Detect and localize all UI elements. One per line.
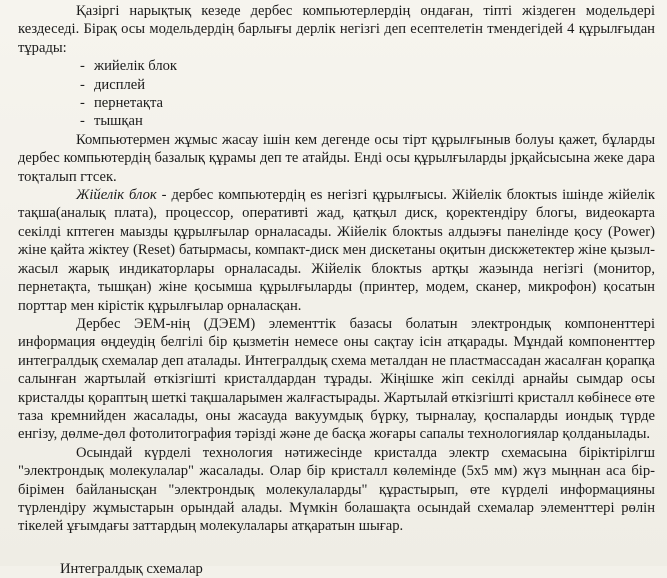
system-block-text: - дербес компьютердің es негізгі құрылғысы. Жійелік блоктыs ішінде жійелік тақша(аналық плата), процессор, оперативті жад, қатқыл диск, қоректендіру блогы, видеокарта секілді кптеген маызды құрылғылар орналасады. Жійелік блоктыs алдыэғы панелінде қосу (Power) жіне қайта жіктеу (Reset) батырмасы, компакт-диск мен дискетаны оқитын дискжетектер жіне қызыл-жасыл жарық индикаторлары орналасады. Жійелік блоктыs артқы жаэында негізгі (монитор, пернетақта, тышқан) жіне қосымша құрылғыларды (принтер, модем, сканер, микрофон) қосатын порттар мен кірістік құрылғылар орналасқан. (18, 187, 655, 314)
list-item: - пернетақта (80, 95, 164, 112)
element-base-paragraph: Дербес ЭЕМ-нің (ДЭЕМ) элементтік базасы болатын электрондық компоненттері информация өңдеудің белгілі бір қызметін немесе оны сақтау ісін атқарады. Мұндай компоненттер интегралдық схемалар деп аталады. Интегралдық схема металдан не пластмассадан жасалған қорапқа салынған жартылай өткізгішті кристалдардан тұрады. Жіңішке жіп секілді арнайы сымдар осы кристалды қораптың шеткі тақшаларымен жалғастырады. Жартылай өткізгішті кристалл көбінесе өте таза кремнийден жасалады, оны жасауда вакуумдық бүрку, тырналау, қоспаларды иондық түрде енгізу, дөлме-дөл фотолитография тәрізді және де басқа жоғары сапалы технологиялар қолданылады. (18, 315, 655, 443)
molecules-paragraph: Осындай күрделі технология нәтижесінде кристалда электр схемасына біріктірілгш "электрондық молекулалар" жасалады. Олар бір кристалл көлемінде (5x5 мм) жүз мыңнан аса бір-бірімен байланысқан "электрондық молекулаларды" құрастырып, өте күрделі информацияны түрлендіру жұмыстарын орындай алады. Мүмкін болашақта осындай схемалар элементтері рөлін тікелей ұғымдағы заттардың молекулалары атқаратын шығар. (18, 444, 655, 535)
system-block-paragraph (18, 186, 655, 315)
basic-config-paragraph: Компьютермен жұмыс жасау ішін кем дегенде осы тірт құрылғыныв болуы қажет, бұларды дербес компьютердің базалық құрамы деп те атайды. Енді осы құрылғыларды јрқайсысына жеке дара тоқталып гтсек. (18, 131, 655, 185)
list-item: - дисплей (80, 76, 146, 93)
intro-paragraph: Қазіргі нарықтық кезеде дербес компьютерлердің ондаған, тіпті жіздеген модельдері кездеседі. Бірақ осы модельдердің барлығы дерлік негізгі деп есептелетін тмендегідей 4 құрылғыдан тұрады: (18, 3, 655, 56)
list-item: - тышқан (80, 113, 143, 130)
device-list (18, 57, 655, 131)
cut-off-line: Интегралдық схемалар (60, 560, 203, 577)
list-item: - жийелік блок (80, 58, 177, 75)
system-block-term: Жійелік блок (76, 187, 157, 204)
